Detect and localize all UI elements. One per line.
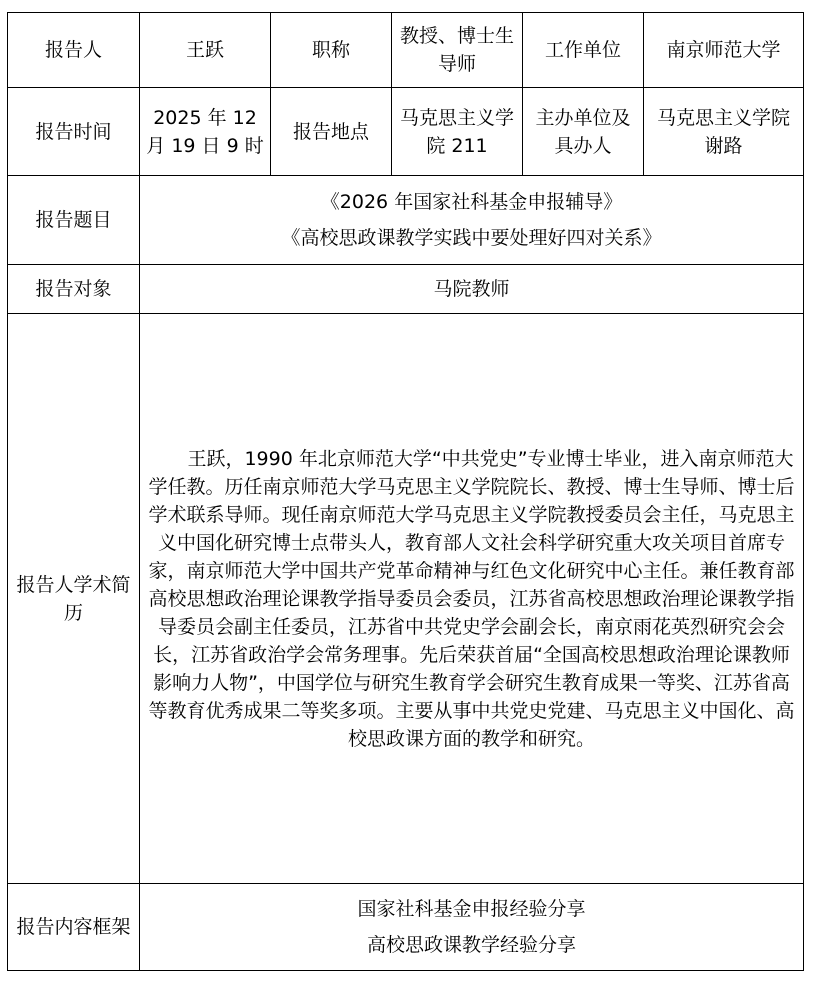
host-value: 马克思主义学院 谢路 bbox=[644, 88, 804, 176]
row-speaker bbox=[8, 13, 804, 88]
audience-label: 报告对象 bbox=[8, 265, 140, 314]
time-label: 报告时间 bbox=[8, 88, 140, 176]
time-value: 2025 年 12 月 19 日 9 时 bbox=[140, 88, 271, 176]
audience-value: 马院教师 bbox=[140, 265, 804, 314]
row-audience bbox=[8, 265, 804, 314]
row-framework bbox=[8, 884, 804, 971]
bio-label: 报告人学术简历 bbox=[8, 314, 140, 884]
unit-label: 工作单位 bbox=[523, 13, 644, 88]
topic-line-2: 《高校思政课教学实践中要处理好四对关系》 bbox=[281, 227, 662, 249]
report-info-table bbox=[7, 12, 804, 971]
framework-value bbox=[140, 884, 804, 971]
topic-label: 报告题目 bbox=[8, 176, 140, 265]
framework-line-1: 国家社科基金申报经验分享 bbox=[357, 898, 586, 920]
framework-label: 报告内容框架 bbox=[8, 884, 140, 971]
row-time-place bbox=[8, 88, 804, 176]
host-label: 主办单位及具办人 bbox=[523, 88, 644, 176]
row-topic bbox=[8, 176, 804, 265]
speaker-label: 报告人 bbox=[8, 13, 140, 88]
bio-text: 王跃，1990 年北京师范大学“中共党史”专业博士毕业，进入南京师范大学任教。历任南京师范大学马克思主义学院院长、教授、博士生导师、博士后学术联系导师。现任南京师范大学马克思主义学院教授委员会主任，马克思主义中国化研究博士点带头人，教育部人文社会科学研究重大攻关项目首席专家，南京师范大学中国共产党革命精神与红色文化研究中心主任。兼任教育部高校思想政治理论课教学指导委员会委员，江苏省高校思想政治理论课教学指导委员会副主任委员，江苏省中共党史学会副会长，南京雨花英烈研究会会长，江苏省政治学会常务理事。先后荣获首届“全国高校思想政治理论课教师影响力人物”，中国学位与研究生教育学会研究生教育成果一等奖、江苏省高等教育优秀成果二等奖多项。主要从事中共党史党建、马克思主义中国化、高校思政课方面的教学和研究。 bbox=[148, 447, 795, 750]
topic-line-1: 《2026 年国家社科基金申报辅导》 bbox=[320, 191, 623, 213]
row-bio bbox=[8, 314, 804, 884]
place-value: 马克思主义学院 211 bbox=[392, 88, 523, 176]
bio-value bbox=[140, 314, 804, 884]
framework-line-2: 高校思政课教学经验分享 bbox=[366, 934, 576, 956]
title-value: 教授、博士生导师 bbox=[392, 13, 523, 88]
place-label: 报告地点 bbox=[271, 88, 392, 176]
unit-value: 南京师范大学 bbox=[644, 13, 804, 88]
speaker-value: 王跃 bbox=[140, 13, 271, 88]
topic-value bbox=[140, 176, 804, 265]
title-label: 职称 bbox=[271, 13, 392, 88]
